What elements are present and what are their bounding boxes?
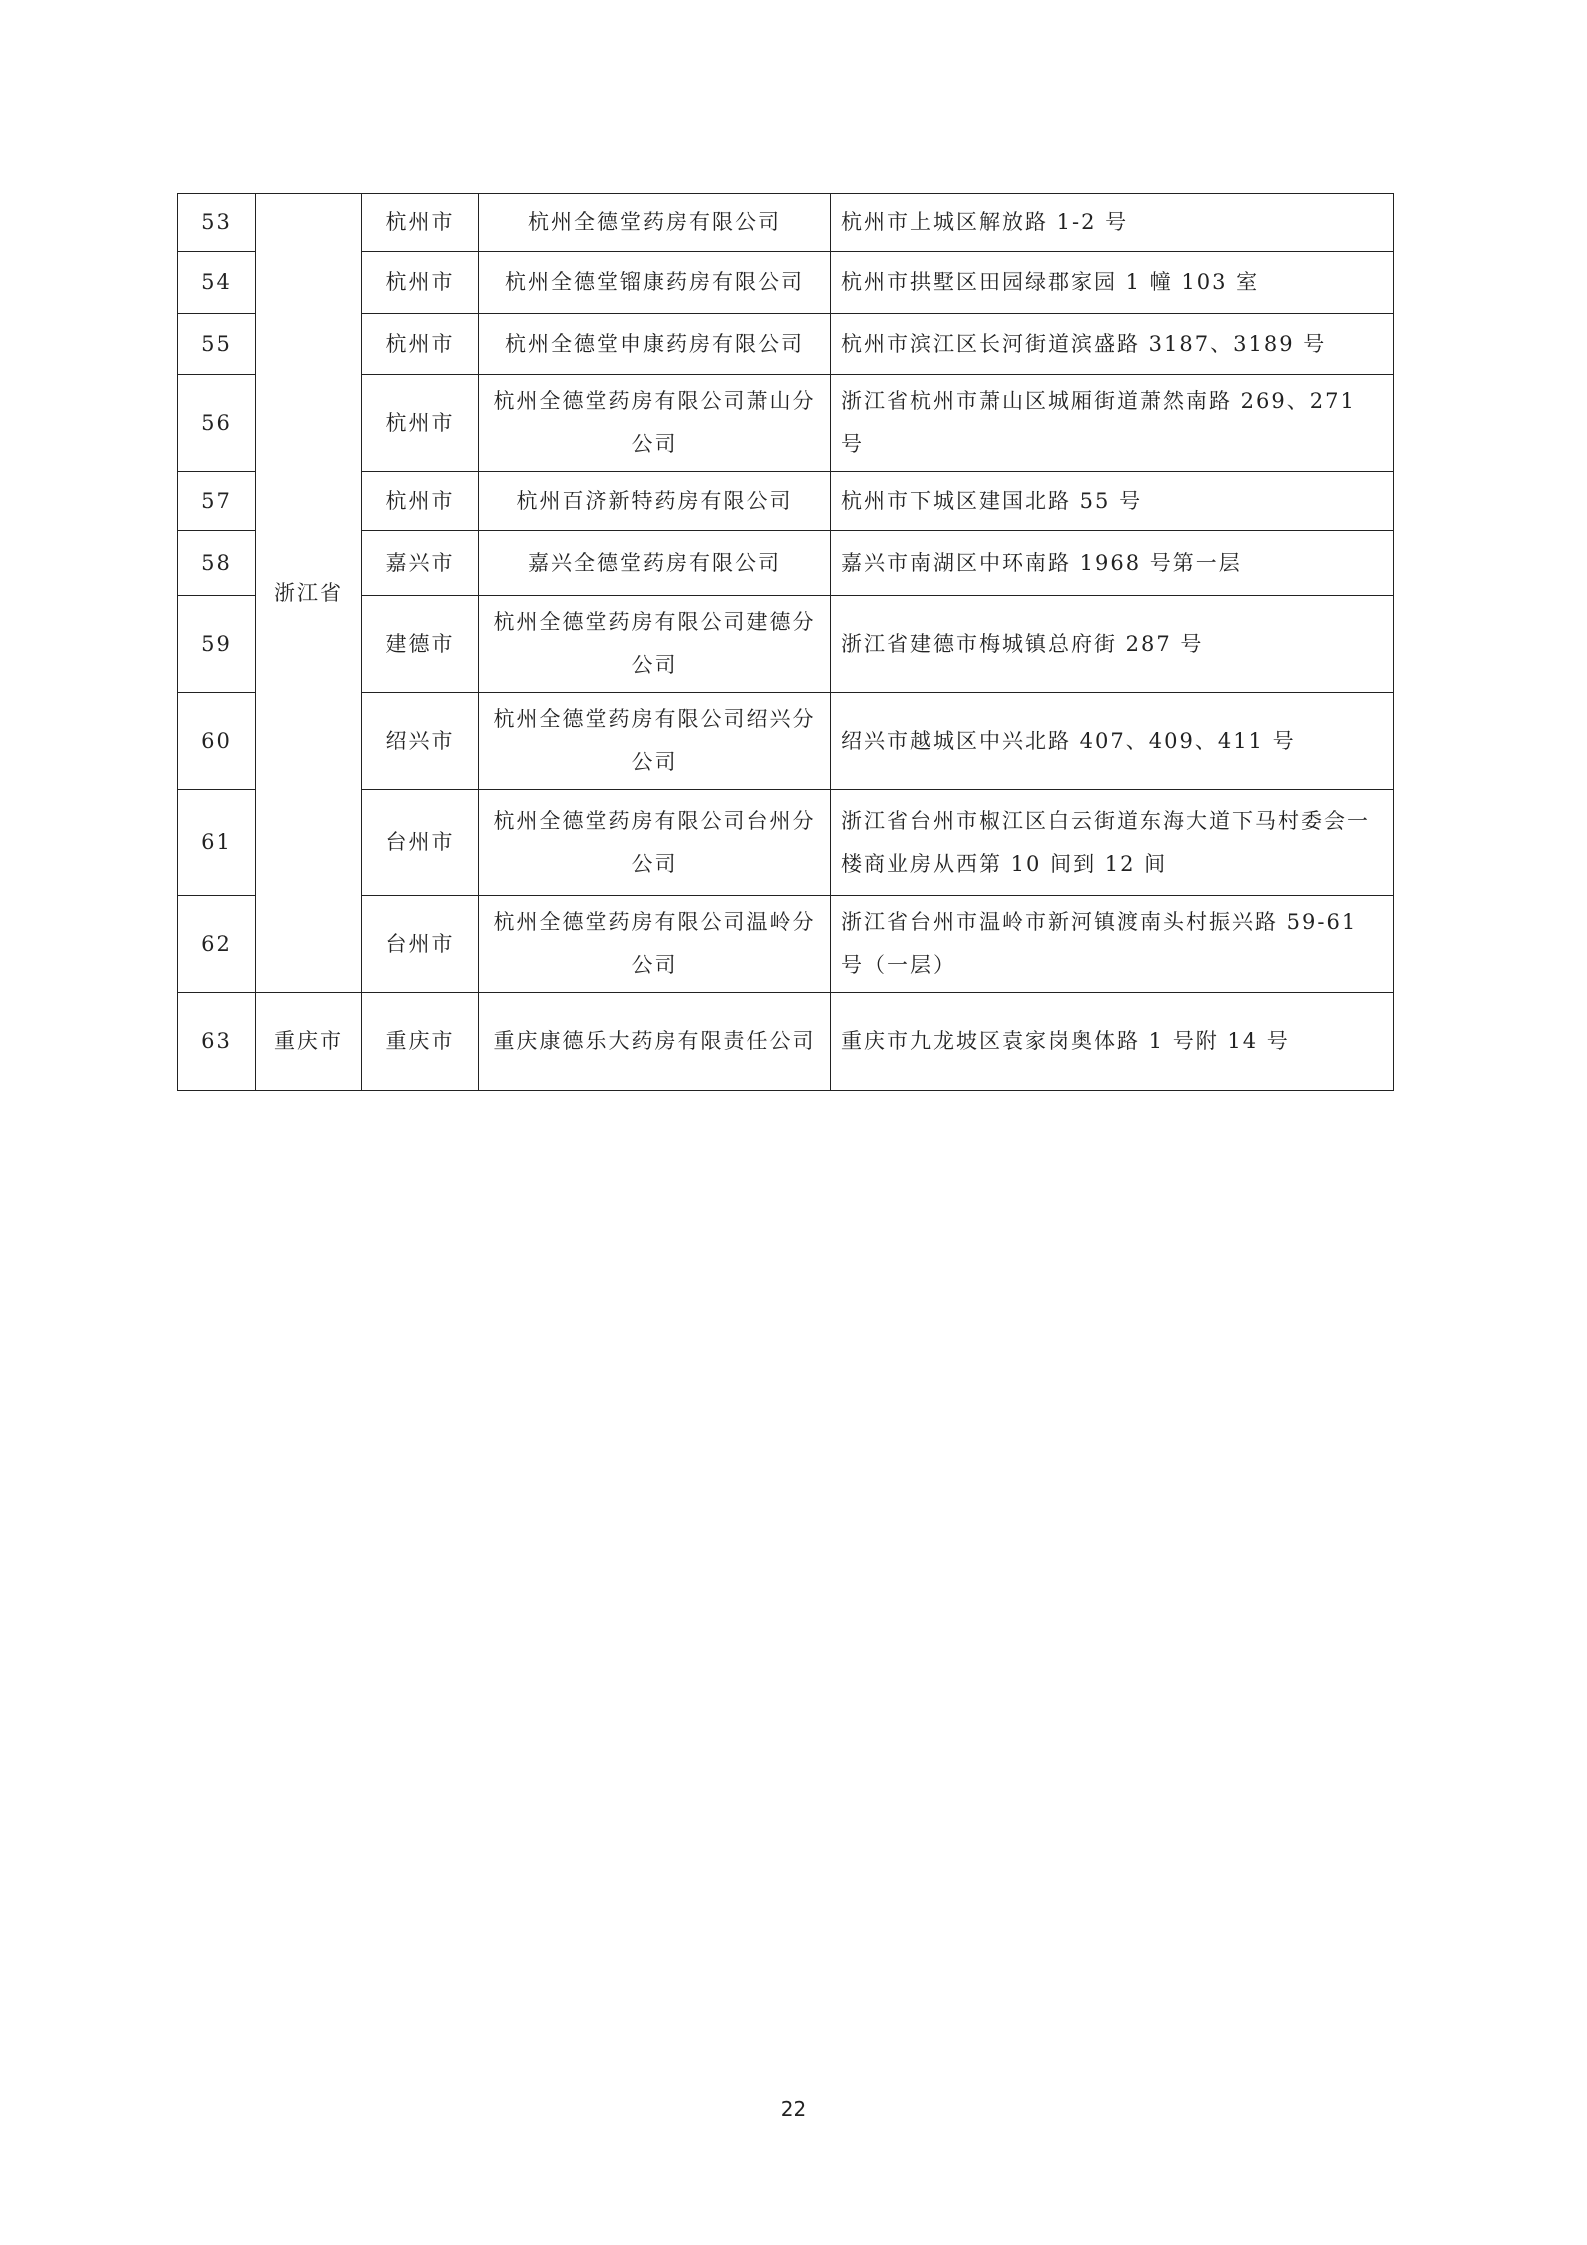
address-cell: 嘉兴市南湖区中环南路 1968 号第一层 bbox=[831, 531, 1394, 596]
address-cell: 杭州市滨江区长河街道滨盛路 3187、3189 号 bbox=[831, 314, 1394, 375]
row-number: 56 bbox=[178, 375, 256, 472]
province-cell: 浙江省 bbox=[256, 194, 362, 993]
address-cell: 浙江省建德市梅城镇总府街 287 号 bbox=[831, 596, 1394, 693]
address-cell: 杭州市拱墅区田园绿郡家园 1 幢 103 室 bbox=[831, 252, 1394, 314]
row-number: 62 bbox=[178, 896, 256, 993]
row-number: 61 bbox=[178, 790, 256, 896]
city-cell: 绍兴市 bbox=[362, 693, 479, 790]
company-name-cell: 杭州全德堂镏康药房有限公司 bbox=[479, 252, 831, 314]
city-cell: 台州市 bbox=[362, 896, 479, 993]
province-cell: 重庆市 bbox=[256, 993, 362, 1091]
address-cell: 浙江省台州市椒江区白云街道东海大道下马村委会一楼商业房从西第 10 间到 12 间 bbox=[831, 790, 1394, 896]
company-name-cell: 杭州全德堂药房有限公司台州分公司 bbox=[479, 790, 831, 896]
city-cell: 杭州市 bbox=[362, 194, 479, 252]
address-cell: 浙江省杭州市萧山区城厢街道萧然南路 269、271 号 bbox=[831, 375, 1394, 472]
row-number: 60 bbox=[178, 693, 256, 790]
city-cell: 建德市 bbox=[362, 596, 479, 693]
city-cell: 杭州市 bbox=[362, 252, 479, 314]
row-number: 53 bbox=[178, 194, 256, 252]
company-name-cell: 杭州全德堂药房有限公司萧山分公司 bbox=[479, 375, 831, 472]
address-cell: 杭州市上城区解放路 1-2 号 bbox=[831, 194, 1394, 252]
company-name-cell: 杭州百济新特药房有限公司 bbox=[479, 472, 831, 531]
page-number: 22 bbox=[780, 2097, 807, 2121]
company-name-cell: 重庆康德乐大药房有限责任公司 bbox=[479, 993, 831, 1091]
city-cell: 杭州市 bbox=[362, 375, 479, 472]
table-row bbox=[178, 993, 1394, 1091]
company-name-cell: 杭州全德堂药房有限公司温岭分公司 bbox=[479, 896, 831, 993]
company-name-cell: 杭州全德堂药房有限公司建德分公司 bbox=[479, 596, 831, 693]
company-name-cell: 嘉兴全德堂药房有限公司 bbox=[479, 531, 831, 596]
company-name-cell: 杭州全德堂药房有限公司 bbox=[479, 194, 831, 252]
pharmacy-table bbox=[177, 193, 1394, 1091]
city-cell: 杭州市 bbox=[362, 472, 479, 531]
address-cell: 浙江省台州市温岭市新河镇渡南头村振兴路 59-61 号（一层） bbox=[831, 896, 1394, 993]
city-cell: 台州市 bbox=[362, 790, 479, 896]
company-name-cell: 杭州全德堂申康药房有限公司 bbox=[479, 314, 831, 375]
row-number: 63 bbox=[178, 993, 256, 1091]
table-row bbox=[178, 194, 1394, 252]
city-cell: 重庆市 bbox=[362, 993, 479, 1091]
address-cell: 绍兴市越城区中兴北路 407、409、411 号 bbox=[831, 693, 1394, 790]
row-number: 55 bbox=[178, 314, 256, 375]
row-number: 58 bbox=[178, 531, 256, 596]
row-number: 57 bbox=[178, 472, 256, 531]
address-cell: 杭州市下城区建国北路 55 号 bbox=[831, 472, 1394, 531]
row-number: 54 bbox=[178, 252, 256, 314]
row-number: 59 bbox=[178, 596, 256, 693]
address-cell: 重庆市九龙坡区袁家岗奥体路 1 号附 14 号 bbox=[831, 993, 1394, 1091]
city-cell: 杭州市 bbox=[362, 314, 479, 375]
city-cell: 嘉兴市 bbox=[362, 531, 479, 596]
company-name-cell: 杭州全德堂药房有限公司绍兴分公司 bbox=[479, 693, 831, 790]
